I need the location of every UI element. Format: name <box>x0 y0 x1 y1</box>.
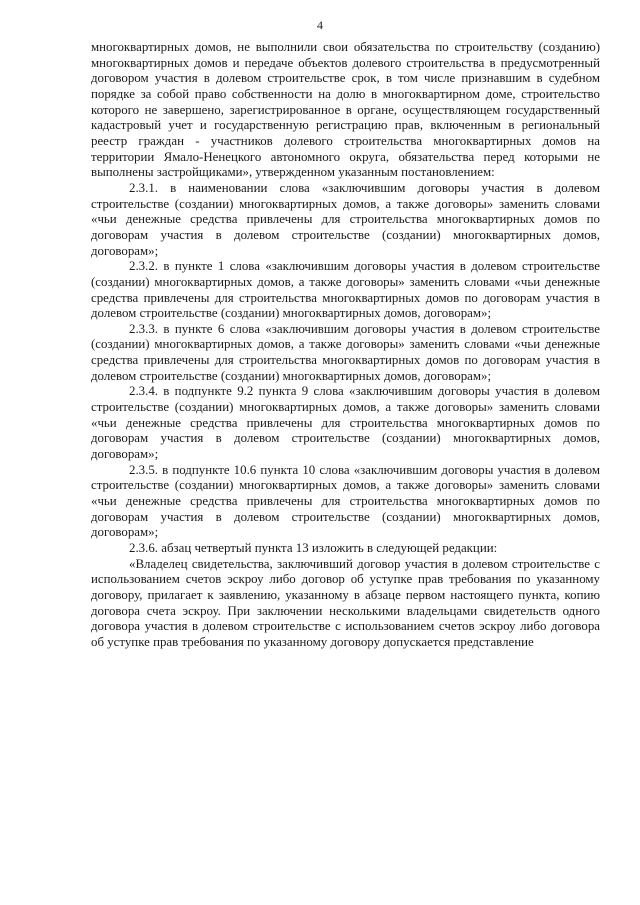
paragraph-intro: многоквартирных домов, не выполнили свои обязательства по строительству (созданию) многоквартирных домов и передаче объектов долевого строительства в предусмотренный договором участия в долевом строительстве срок, в том числе признавшим в судебном порядке за собой право собственности на долю в многоквартирном доме, строительство которого не завершено, зарегистрированное в органе, осуществляющем государственный кадастровый учет и государственную регистрацию прав, включенным в региональный реестр граждан - участников долевого строительства многоквартирных домов на территории Ямало-Ненецкого автономного округа, обязательства перед которыми не выполнены застройщиками», утвержденном указанным постановлением: <box>91 40 600 180</box>
paragraph-2-3-2: 2.3.2. в пункте 1 слова «заключившим договоры участия в долевом строительстве (создании) многоквартирных домов, а также договоры» заменить словами «чьи денежные средства привлечены для строительства многоквартирных домов по договорам участия в долевом строительстве (создании) многоквартирных домов, договорам»; <box>91 259 600 321</box>
paragraph-2-3-3: 2.3.3. в пункте 6 слова «заключившим договоры участия в долевом строительстве (создании) многоквартирных домов, а также договоры» заменить словами «чьи денежные средства привлечены для строительства многоквартирных домов по договорам участия в долевом строительстве (создании) многоквартирных домов, договорам»; <box>91 321 600 383</box>
paragraph-2-3-4: 2.3.4. в подпункте 9.2 пункта 9 слова «заключившим договоры участия в долевом строительстве (создании) многоквартирных домов, а также договоры» заменить словами «чьи денежные средства привлечены для строительства многоквартирных домов по договорам участия в долевом строительстве (создании) многоквартирных домов, договорам»; <box>91 384 600 462</box>
paragraph-quote: «Владелец свидетельства, заключивший договор участия в долевом строительстве с использованием счетов эскроу либо договор об уступке прав требования по указанному договору, прилагает к заявлению, указанному в абзаце первом настоящего пункта, копию договора счета эскроу. При заключении несколькими владельцами свидетельств одного договора участия в долевом строительстве с использованием счетов эскроу либо договора об уступке прав требования по указанному договору допускается представление <box>91 556 600 649</box>
page-number: 4 <box>317 18 323 32</box>
document-body <box>91 40 600 651</box>
paragraph-2-3-1: 2.3.1. в наименовании слова «заключившим договоры участия в долевом строительстве (создании) многоквартирных домов, а также договоры» заменить словами «чьи денежные средства привлечены для строительства многоквартирных домов по договорам участия в долевом строительстве (создании) многоквартирных домов, договорам»; <box>91 180 600 258</box>
paragraph-2-3-5: 2.3.5. в подпункте 10.6 пункта 10 слова «заключившим договоры участия в долевом строительстве (создании) многоквартирных домов, а также договоры» заменить словами «чьи денежные средства привлечены для строительства многоквартирных домов по договорам участия в долевом строительстве (создании) многоквартирных домов, договорам»; <box>91 462 600 540</box>
paragraph-2-3-6: 2.3.6. абзац четвертый пункта 13 изложить в следующей редакции: <box>129 541 498 555</box>
